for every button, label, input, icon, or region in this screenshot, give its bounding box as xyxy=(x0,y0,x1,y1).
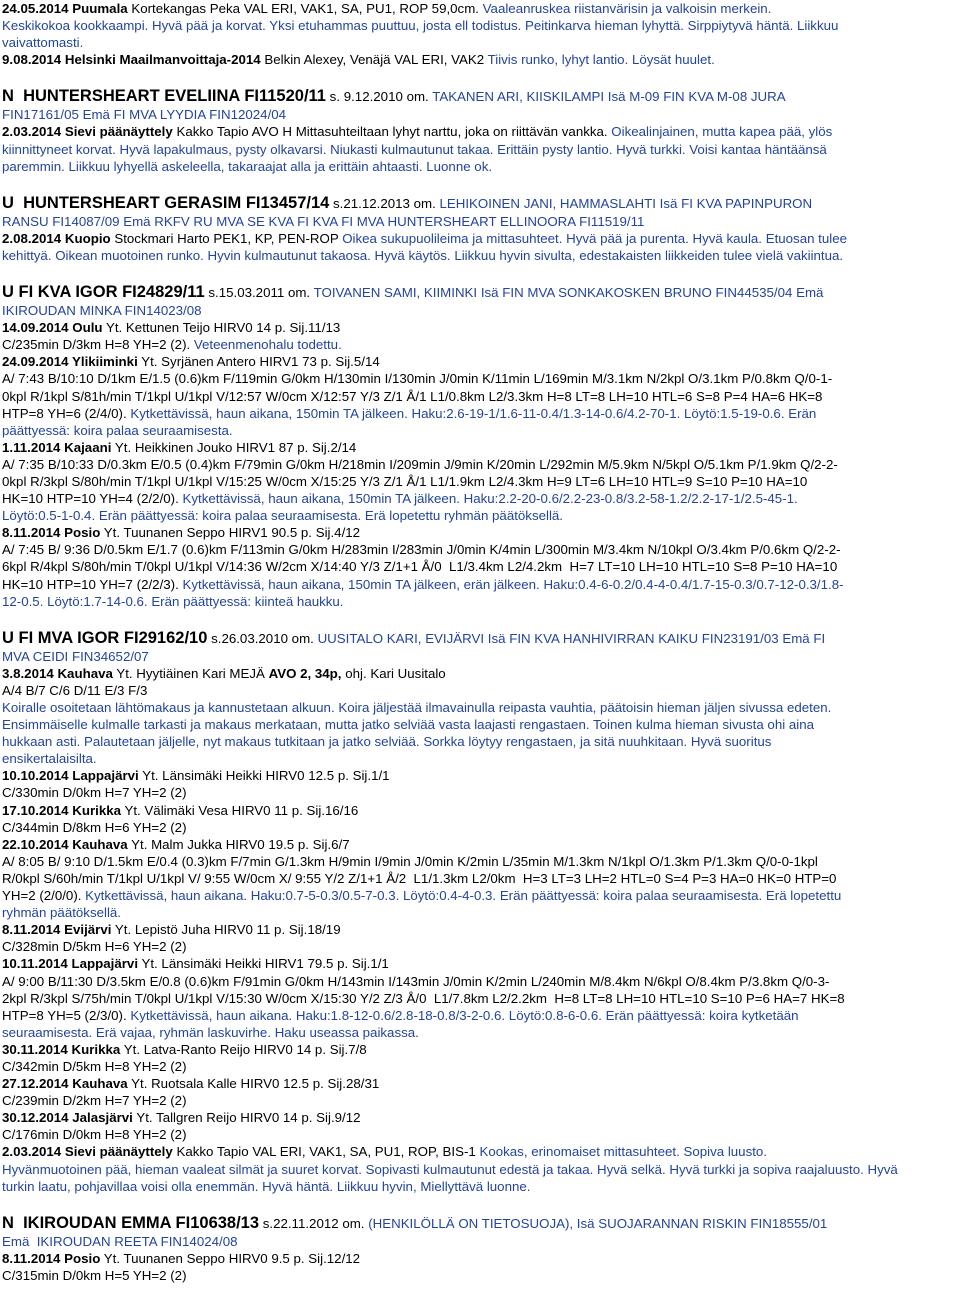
text-line xyxy=(2,767,956,784)
line-content xyxy=(2,388,822,405)
plain-text: HTP=8 YH=6 (2/4/0). xyxy=(2,405,131,421)
text-line xyxy=(2,1041,956,1058)
line-content xyxy=(2,247,843,264)
critique-text: (HENKILÖLLÄ ON TIETOSUOJA), Isä SUOJARANNAN RISKIN FIN18555/01 xyxy=(368,1215,828,1231)
line-content xyxy=(2,973,829,990)
critique-text: kiinnittyneet korvat. Hyvä lapakulmaus, pysty olkavarsi. Niukasti kulmautunut takaa. Erittäin pysty lantio. Hyvä turkki. Voisi kantaa häntäänsä xyxy=(2,141,827,157)
line-content xyxy=(2,1213,827,1234)
bold-text: 3.8.2014 Kauhava xyxy=(2,665,113,681)
bold-text: 2.03.2014 Sievi päänäyttely xyxy=(2,124,173,140)
text-line xyxy=(2,1161,956,1178)
line-content xyxy=(2,1041,367,1058)
line-content xyxy=(2,422,233,439)
text-line xyxy=(2,648,956,665)
critique-text: Löytö:0.5-1-0.4. Erän päättyessä: koira palaa seuraamisesta. Erä lopetettu ryhmän päätöksellä. xyxy=(2,508,564,524)
text-line xyxy=(2,524,956,541)
dog-heading: U HUNTERSHEART GERASIM FI13457/14 xyxy=(2,193,330,212)
line-content xyxy=(2,1007,799,1024)
critique-text: Oikea sukupuolileima ja mittasuhteet. Hyvä pää ja purenta. Hyvä kaula. Etuosan tulee xyxy=(342,230,848,246)
line-content xyxy=(2,990,845,1007)
text-line xyxy=(2,319,956,336)
line-content xyxy=(2,123,832,140)
bold-text: 10.10.2014 Lappajärvi xyxy=(2,768,139,784)
plain-text: Yt. Länsimäki Heikki HIRV0 12.5 p. Sij.1/1 xyxy=(138,768,390,784)
critique-text: Kytkettävissä, haun aikana, 150min TA jälkeen, erän jälkeen. Haku:0.4-6-0.2/0.4-4-0.4/1.7-15-0.3/0.7-12-0.3/1.8- xyxy=(182,576,844,592)
plain-text: Yt. Lepistö Juha HIRV0 11 p. Sij.18/19 xyxy=(111,922,341,938)
plain-text: C/328min D/5km H=6 YH=2 (2) xyxy=(2,939,187,955)
bold-text: 30.12.2014 Jalasjärvi xyxy=(2,1110,133,1126)
line-content xyxy=(2,870,836,887)
plain-text: HTP=8 YH=5 (2/3/0). xyxy=(2,1007,131,1023)
line-content xyxy=(2,836,350,853)
line-content xyxy=(2,593,344,610)
plain-text: 0kpl R/1kpl S/81h/min T/1kpl U/1kpl V/12:57 W/0cm X/12:57 Y/3 Z/1 Å/1 L1/0.8km L2/3.3km H=8 LT=8 LH=10 HTL=6 S=8 P=4 HA=6 HK=8 xyxy=(2,388,823,404)
critique-text: Kytkettävissä, haun aikana. Haku:0.7-5-0.3/0.5-7-0.3. Löytö:0.4-4-0.3. Erän päättyessä: koira palaa seuraamisesta. Erä lopetettu xyxy=(85,888,842,904)
text-line xyxy=(2,456,956,473)
critique-text: FIN17161/05 Emä FI MVA LYYDIA FIN12024/04 xyxy=(2,107,287,123)
critique-text: Keskikokoa kookkaampi. Hyvä pää ja korvat. Yksi etuhammas puuttuu, josta ell todistus. Peitinkarva hieman lyhyttä. Sirppiytyvä häntä. Liikkuu xyxy=(2,18,839,34)
bold-text: 24.09.2014 Ylikiiminki xyxy=(2,354,138,370)
bold-text: 22.10.2014 Kauhava xyxy=(2,836,128,852)
line-content xyxy=(2,938,187,955)
plain-text: Yt. Malm Jukka HIRV0 19.5 p. Sij.6/7 xyxy=(127,836,350,852)
text-line xyxy=(2,1058,956,1075)
text-line xyxy=(2,733,956,750)
plain-text: Stockmari Harto PEK1, KP, PEN-ROP xyxy=(110,230,343,246)
text-line xyxy=(2,955,956,972)
bold-text: 2.03.2014 Sievi päänäyttely xyxy=(2,1144,173,1160)
bold-text: 27.12.2014 Kauhava xyxy=(2,1076,128,1092)
dog-heading: U FI MVA IGOR FI29162/10 xyxy=(2,628,208,647)
text-line xyxy=(2,558,956,575)
plain-text: Yt. Kettunen Teijo HIRV0 14 p. Sij.11/13 xyxy=(102,320,341,336)
text-line xyxy=(2,213,956,230)
text-line xyxy=(2,51,956,68)
plain-text: 2kpl R/3kpl S/75h/min T/0kpl U/1kpl V/15:30 W/0cm X/15:30 Y/2 Z/3 Å/0 L1/7.8km L2/2.2km H=8 LT=8 LH=10 HTL=10 S=10 P=6 HA=7 HK=8 xyxy=(2,990,845,1006)
line-content xyxy=(2,887,841,904)
text-line xyxy=(2,507,956,524)
line-content xyxy=(2,541,841,558)
text-line xyxy=(2,665,956,682)
line-content xyxy=(2,302,202,319)
bold-text: 9.08.2014 Helsinki Maailmanvoittaja-2014 xyxy=(2,52,261,68)
plain-text: s.26.03.2010 om. xyxy=(207,630,318,646)
dog-heading: N HUNTERSHEART EVELIINA FI11520/11 xyxy=(2,87,326,106)
critique-text: Veteenmenohalu todettu. xyxy=(193,337,342,353)
line-content xyxy=(2,784,187,801)
critique-text: RANSU FI14087/09 Emä RKFV RU MVA SE KVA FI KVA FI MVA HUNTERSHEART ELLINOORA FI11519/11 xyxy=(2,213,645,229)
critique-text: Ensimmäiselle kulmalle tarkasti ja makaus merkataan, mutta jatko selviää vasta laajasti rengastaen. Toinen kulma hieman sivusta ohi aina xyxy=(2,717,814,733)
text-line xyxy=(2,682,956,699)
text-line xyxy=(2,990,956,1007)
line-content xyxy=(2,1109,361,1126)
critique-text: vaivattomasti. xyxy=(2,35,84,51)
critique-text: MVA CEIDI FIN34652/07 xyxy=(2,648,149,664)
critique-text: Kookas, erinomaiset mittasuhteet. Sopiva luusto. xyxy=(479,1144,767,1160)
plain-text: A/ 7:43 B/10:10 D/1km E/1.5 (0.6)km F/119min G/0km H/130min I/130min J/0min K/11min L/169min M/3.1km N/2kpl O/3.1km P/0.8km Q/0-1- xyxy=(2,371,833,387)
line-content xyxy=(2,34,83,51)
line-content xyxy=(2,699,831,716)
line-content xyxy=(2,1024,419,1041)
line-content xyxy=(2,1126,187,1143)
text-line xyxy=(2,1007,956,1024)
plain-text: s.21.12.2013 om. xyxy=(329,195,440,211)
line-content xyxy=(2,319,340,336)
text-line xyxy=(2,921,956,938)
critique-text: turkin laatu, pohjavillaa voisi olla enemmän. Hyvä häntä. Liikkuu hyvin, Miellyttävä luonne. xyxy=(2,1178,531,1194)
dog-header-line xyxy=(2,193,956,213)
dog-header-line xyxy=(2,1213,956,1233)
dog-header-line xyxy=(2,86,956,106)
line-content xyxy=(2,405,816,422)
plain-text: Yt. Ruotsala Kalle HIRV0 12.5 p. Sij.28/31 xyxy=(127,1076,380,1092)
plain-text: Yt. Tuunanen Seppo HIRV1 90.5 p. Sij.4/12 xyxy=(100,525,361,541)
plain-text: s. 9.12.2010 om. xyxy=(325,89,433,105)
line-content xyxy=(2,576,844,593)
critique-text: 12-0.5. Löytö:1.7-14-0.6. Erän päättyessä: kiinteä haukku. xyxy=(2,593,344,609)
text-line xyxy=(2,17,956,34)
text-line xyxy=(2,819,956,836)
bold-text: AVO 2, 34p, xyxy=(268,665,342,681)
text-line xyxy=(2,904,956,921)
text-line xyxy=(2,1092,956,1109)
bold-text: 1.11.2014 Kajaani xyxy=(2,439,112,455)
plain-text: R/0kpl S/60h/min T/1kpl U/1kpl V/ 9:55 W/0cm X/ 9:55 Y/2 Z/1+1 Å/2 L1/1.3km L2/0km H=3 LT=3 LH=2 HTL=0 S=4 P=3 HA=0 HK=0 HTP=0 xyxy=(2,870,837,886)
line-content xyxy=(2,1161,898,1178)
plain-text: Yt. Tallgren Reijo HIRV0 14 p. Sij.9/12 xyxy=(132,1110,361,1126)
text-line xyxy=(2,302,956,319)
text-line xyxy=(2,123,956,140)
plain-text: A/ 7:45 B/ 9:36 D/0.5km E/1.7 (0.6)km F/113min G/0km H/283min I/283min J/0min K/4min L/300min M/3.4km N/10kpl O/3.4km P/0.6km Q/2-2- xyxy=(2,542,841,558)
critique-text: hukkaan asti. Palautetaan jäljelle, nyt makaus tutkitaan ja jatko selviää. Sorkka löytyy rengastaen, ja sitä nuuhkitaan. Hyvä suoritus xyxy=(2,734,772,750)
plain-text: C/342min D/5km H=8 YH=2 (2) xyxy=(2,1058,187,1074)
text-line xyxy=(2,870,956,887)
dog-heading: N IKIROUDAN EMMA FI10638/13 xyxy=(2,1213,260,1232)
dog-header-line xyxy=(2,282,956,302)
bold-text: 14.09.2014 Oulu xyxy=(2,320,103,336)
text-line xyxy=(2,490,956,507)
dog-heading: U FI KVA IGOR FI24829/11 xyxy=(2,283,205,302)
text-line xyxy=(2,34,956,51)
bold-text: 8.11.2014 Evijärvi xyxy=(2,922,112,938)
plain-text: ohj. Kari Uusitalo xyxy=(341,665,446,681)
text-line xyxy=(2,405,956,422)
line-content xyxy=(2,17,838,34)
line-content xyxy=(2,802,358,819)
plain-text: C/239min D/2km H=7 YH=2 (2) xyxy=(2,1093,187,1109)
bold-text: 8.11.2014 Posio xyxy=(2,1250,101,1266)
text-line xyxy=(2,158,956,175)
critique-text: seuraamisesta. Erä vajaa, ryhmän laskuvirhe. Haku useassa paikassa. xyxy=(2,1024,419,1040)
text-line xyxy=(2,784,956,801)
line-content xyxy=(2,558,837,575)
line-content xyxy=(2,86,786,107)
plain-text: Yt. Tuunanen Seppo HIRV0 9.5 p. Sij.12/12 xyxy=(100,1250,361,1266)
plain-text: A/ 7:35 B/10:33 D/0.3km E/0.5 (0.4)km F/79min G/0km H/218min I/209min J/9min K/20min L/292min M/5.9km N/5kpl O/5.1km P/1.9km Q/2-2- xyxy=(2,456,838,472)
line-content xyxy=(2,353,380,370)
line-content xyxy=(2,665,446,682)
text-line xyxy=(2,1267,956,1284)
critique-text: Kytkettävissä, haun aikana, 150min TA jälkeen. Haku:2.6-19-1/1.6-11-0.4/1.3-14-0.6/4.2-70-1. Löytö:1.5-19-0.6. Erän xyxy=(130,405,817,421)
line-content xyxy=(2,490,798,507)
text-line xyxy=(2,973,956,990)
line-content xyxy=(2,1058,187,1075)
plain-text: C/235min D/3km H=8 YH=2 (2). xyxy=(2,337,194,353)
plain-text: C/176min D/0km H=8 YH=2 (2) xyxy=(2,1127,187,1143)
line-content xyxy=(2,819,187,836)
line-content xyxy=(2,524,360,541)
line-content xyxy=(2,193,812,214)
text-line xyxy=(2,1143,956,1160)
plain-text: YH=2 (2/0/0). xyxy=(2,888,86,904)
text-line xyxy=(2,1178,956,1195)
critique-text: UUSITALO KARI, EVIJÄRVI Isä FIN KVA HANHIVIRRAN KAIKU FIN23191/03 Emä FI xyxy=(317,630,826,646)
line-content xyxy=(2,106,286,123)
text-line xyxy=(2,938,956,955)
dog-header-line xyxy=(2,628,956,648)
plain-text: C/330min D/0km H=7 YH=2 (2) xyxy=(2,785,187,801)
text-line xyxy=(2,853,956,870)
text-line xyxy=(2,106,956,123)
plain-text: Kakko Tapio AVO H Mittasuhteiltaan lyhyt narttu, joka on riittävän vankka. xyxy=(172,124,612,140)
line-content xyxy=(2,733,771,750)
plain-text: Yt. Heikkinen Jouko HIRV1 87 p. Sij.2/14 xyxy=(111,439,357,455)
critique-text: Hyvänmuotoinen pää, hieman vaaleat silmät ja suuret korvat. Sopivasti kulmautunut edestä ja takaa. Hyvä selkä. Hyvä turkki ja sopiva raajaluusto. Hyvä xyxy=(2,1161,898,1177)
bold-text: 30.11.2014 Kurikka xyxy=(2,1041,121,1057)
bold-text: 10.11.2014 Lappajärvi xyxy=(2,956,139,972)
plain-text: HK=10 HTP=10 YH=7 (2/2/3). xyxy=(2,576,183,592)
text-line xyxy=(2,0,956,17)
results-document xyxy=(2,0,956,1284)
line-content xyxy=(2,1143,767,1160)
line-content xyxy=(2,904,121,921)
bold-text: 2.08.2014 Kuopio xyxy=(2,230,111,246)
text-line xyxy=(2,422,956,439)
line-content xyxy=(2,955,389,972)
critique-text: IKIROUDAN MINKA FIN14023/08 xyxy=(2,303,202,319)
plain-text: C/315min D/0km H=5 YH=2 (2) xyxy=(2,1267,187,1283)
text-line xyxy=(2,370,956,387)
text-line xyxy=(2,1233,956,1250)
line-content xyxy=(2,473,807,490)
line-content xyxy=(2,1092,187,1109)
line-content xyxy=(2,921,341,938)
plain-text: s.15.03.2011 om. xyxy=(204,285,314,301)
text-line xyxy=(2,1109,956,1126)
critique-text: Oikealinjainen, mutta kapea pää, ylös xyxy=(611,124,833,140)
critique-text: LEHIKOINEN JANI, HAMMASLAHTI Isä FI KVA PAPINPURON xyxy=(439,195,813,211)
text-line xyxy=(2,576,956,593)
line-content xyxy=(2,750,97,767)
plain-text: Kakko Tapio VAL ERI, VAK1, SA, PU1, ROP, BIS-1 xyxy=(172,1144,480,1160)
text-line xyxy=(2,887,956,904)
plain-text: A/ 9:00 B/11:30 D/3.5km E/0.8 (0.6)km F/91min G/0km H/143min I/143min J/0min K/2min L/240min M/8.4km N/6kpl O/8.4km P/3.8km Q/0-3- xyxy=(2,973,830,989)
line-content xyxy=(2,1233,238,1250)
text-line xyxy=(2,750,956,767)
plain-text: 6kpl R/4kpl S/80h/min T/0kpl U/1kpl V/14:36 W/2cm X/14:40 Y/3 Z/1+1 Å/0 L1/3.4km L2/4.2km H=7 LT=10 LH=10 HTL=10 S=8 P=10 HA=10 xyxy=(2,559,838,575)
line-content xyxy=(2,51,715,68)
line-content xyxy=(2,370,832,387)
critique-text: kehittyä. Oikean muotoinen runko. Hyvin kulmautunut takaosa. Hyvä käytös. Liikkuu hyvin sivulta, edestakaisten liikkeiden tulee vielä vakiintua. xyxy=(2,247,844,263)
line-content xyxy=(2,1267,187,1284)
critique-text: Koiralle osoitetaan lähtömakaus ja kannustetaan alkuun. Koira jäljestää ilmavainulla reipasta vauhtia, päätoisin hieman jäljen sivussa edeten. xyxy=(2,700,832,715)
plain-text: Yt. Välimäki Vesa HIRV0 11 p. Sij.16/16 xyxy=(121,802,359,818)
text-line xyxy=(2,388,956,405)
critique-text: Kytkettävissä, haun aikana. Haku:1.8-12-0.6/2.8-18-0.8/3-2-0.6. Löytö:0.8-6-0.6. Erän päättyessä: koira kytketään xyxy=(130,1007,799,1023)
text-line xyxy=(2,541,956,558)
line-content xyxy=(2,213,644,230)
plain-text: Belkin Alexey, Venäjä VAL ERI, VAK2 xyxy=(260,52,488,68)
line-content xyxy=(2,507,563,524)
text-line xyxy=(2,699,956,716)
critique-text: Tiivis runko, lyhyt lantio. Löysät huulet. xyxy=(487,52,715,68)
line-content xyxy=(2,141,827,158)
line-content xyxy=(2,716,814,733)
line-content xyxy=(2,0,771,17)
line-content xyxy=(2,230,847,247)
line-content xyxy=(2,1075,379,1092)
bold-text: 8.11.2014 Posio xyxy=(2,525,101,541)
bold-text: 17.10.2014 Kurikka xyxy=(2,802,122,818)
line-content xyxy=(2,1250,360,1267)
text-line xyxy=(2,1250,956,1267)
critique-text: päättyessä: koira palaa seuraamisesta. xyxy=(2,422,233,438)
text-line xyxy=(2,141,956,158)
critique-text: paremmin. Liikkuu lyhyellä askeleella, takaraajat alla ja erittäin ahtaasti. Luonne ok. xyxy=(2,158,493,174)
plain-text: s.22.11.2012 om. xyxy=(259,1215,369,1231)
bold-text: 24.05.2014 Puumala xyxy=(2,1,128,16)
text-line xyxy=(2,473,956,490)
text-line xyxy=(2,1126,956,1143)
line-content xyxy=(2,336,342,353)
line-content xyxy=(2,648,149,665)
plain-text: Kortekangas Peka VAL ERI, VAK1, SA, PU1, ROP 59,0cm. xyxy=(127,1,483,16)
plain-text: Yt. Latva-Ranto Reijo HIRV0 14 p. Sij.7/8 xyxy=(120,1041,367,1057)
line-content xyxy=(2,282,823,303)
plain-text: HK=10 HTP=10 YH=4 (2/2/0). xyxy=(2,491,183,507)
text-line xyxy=(2,1024,956,1041)
critique-text: ensikertalaisilta. xyxy=(2,751,97,767)
line-content xyxy=(2,853,818,870)
plain-text: C/344min D/8km H=6 YH=2 (2) xyxy=(2,819,187,835)
plain-text: 0kpl R/3kpl S/80h/min T/1kpl U/1kpl V/15:25 W/0cm X/15:25 Y/3 Z/1 Å/1 L1/1.9km L2/4.3km H=9 LT=6 LH=10 HTL=9 S=10 P=10 HA=10 xyxy=(2,473,808,489)
critique-text: Vaaleanruskea riistanvärisin ja valkoisin merkein. xyxy=(482,1,772,16)
text-line xyxy=(2,247,956,264)
line-content xyxy=(2,628,825,649)
critique-text: ryhmän päätöksellä. xyxy=(2,905,121,921)
text-line xyxy=(2,716,956,733)
plain-text: Yt. Syrjänen Antero HIRV1 73 p. Sij.5/14 xyxy=(137,354,380,370)
plain-text: Yt. Hyytiäinen Kari MEJÄ xyxy=(112,665,269,681)
plain-text: A/ 8:05 B/ 9:10 D/1.5km E/0.4 (0.3)km F/7min G/1.3km H/9min I/9min J/0min K/2min L/35min M/1.3km N/1kpl O/1.3km P/1.3km Q/0-0-1kpl xyxy=(2,853,818,869)
text-line xyxy=(2,336,956,353)
line-content xyxy=(2,456,838,473)
critique-text: TOIVANEN SAMI, KIIMINKI Isä FIN MVA SONKAKOSKEN BRUNO FIN44535/04 Emä xyxy=(313,285,824,301)
line-content xyxy=(2,1178,530,1195)
critique-text: Kytkettävissä, haun aikana, 150min TA jälkeen. Haku:2.2-20-0.6/2.2-23-0.8/3.2-58-1.2/2.2-17-1/2.5-45-1. xyxy=(182,491,798,507)
text-line xyxy=(2,593,956,610)
text-line xyxy=(2,230,956,247)
text-line xyxy=(2,836,956,853)
line-content xyxy=(2,439,356,456)
critique-text: TAKANEN ARI, KIISKILAMPI Isä M-09 FIN KVA M-08 JURA xyxy=(432,89,786,105)
plain-text: A/4 B/7 C/6 D/11 E/3 F/3 xyxy=(2,682,148,698)
critique-text: Emä IKIROUDAN REETA FIN14024/08 xyxy=(2,1233,238,1249)
line-content xyxy=(2,767,390,784)
text-line xyxy=(2,1075,956,1092)
line-content xyxy=(2,158,492,175)
text-line xyxy=(2,439,956,456)
line-content xyxy=(2,682,147,699)
text-line xyxy=(2,802,956,819)
text-line xyxy=(2,353,956,370)
plain-text: Yt. Länsimäki Heikki HIRV1 79.5 p. Sij.1/1 xyxy=(138,956,389,972)
